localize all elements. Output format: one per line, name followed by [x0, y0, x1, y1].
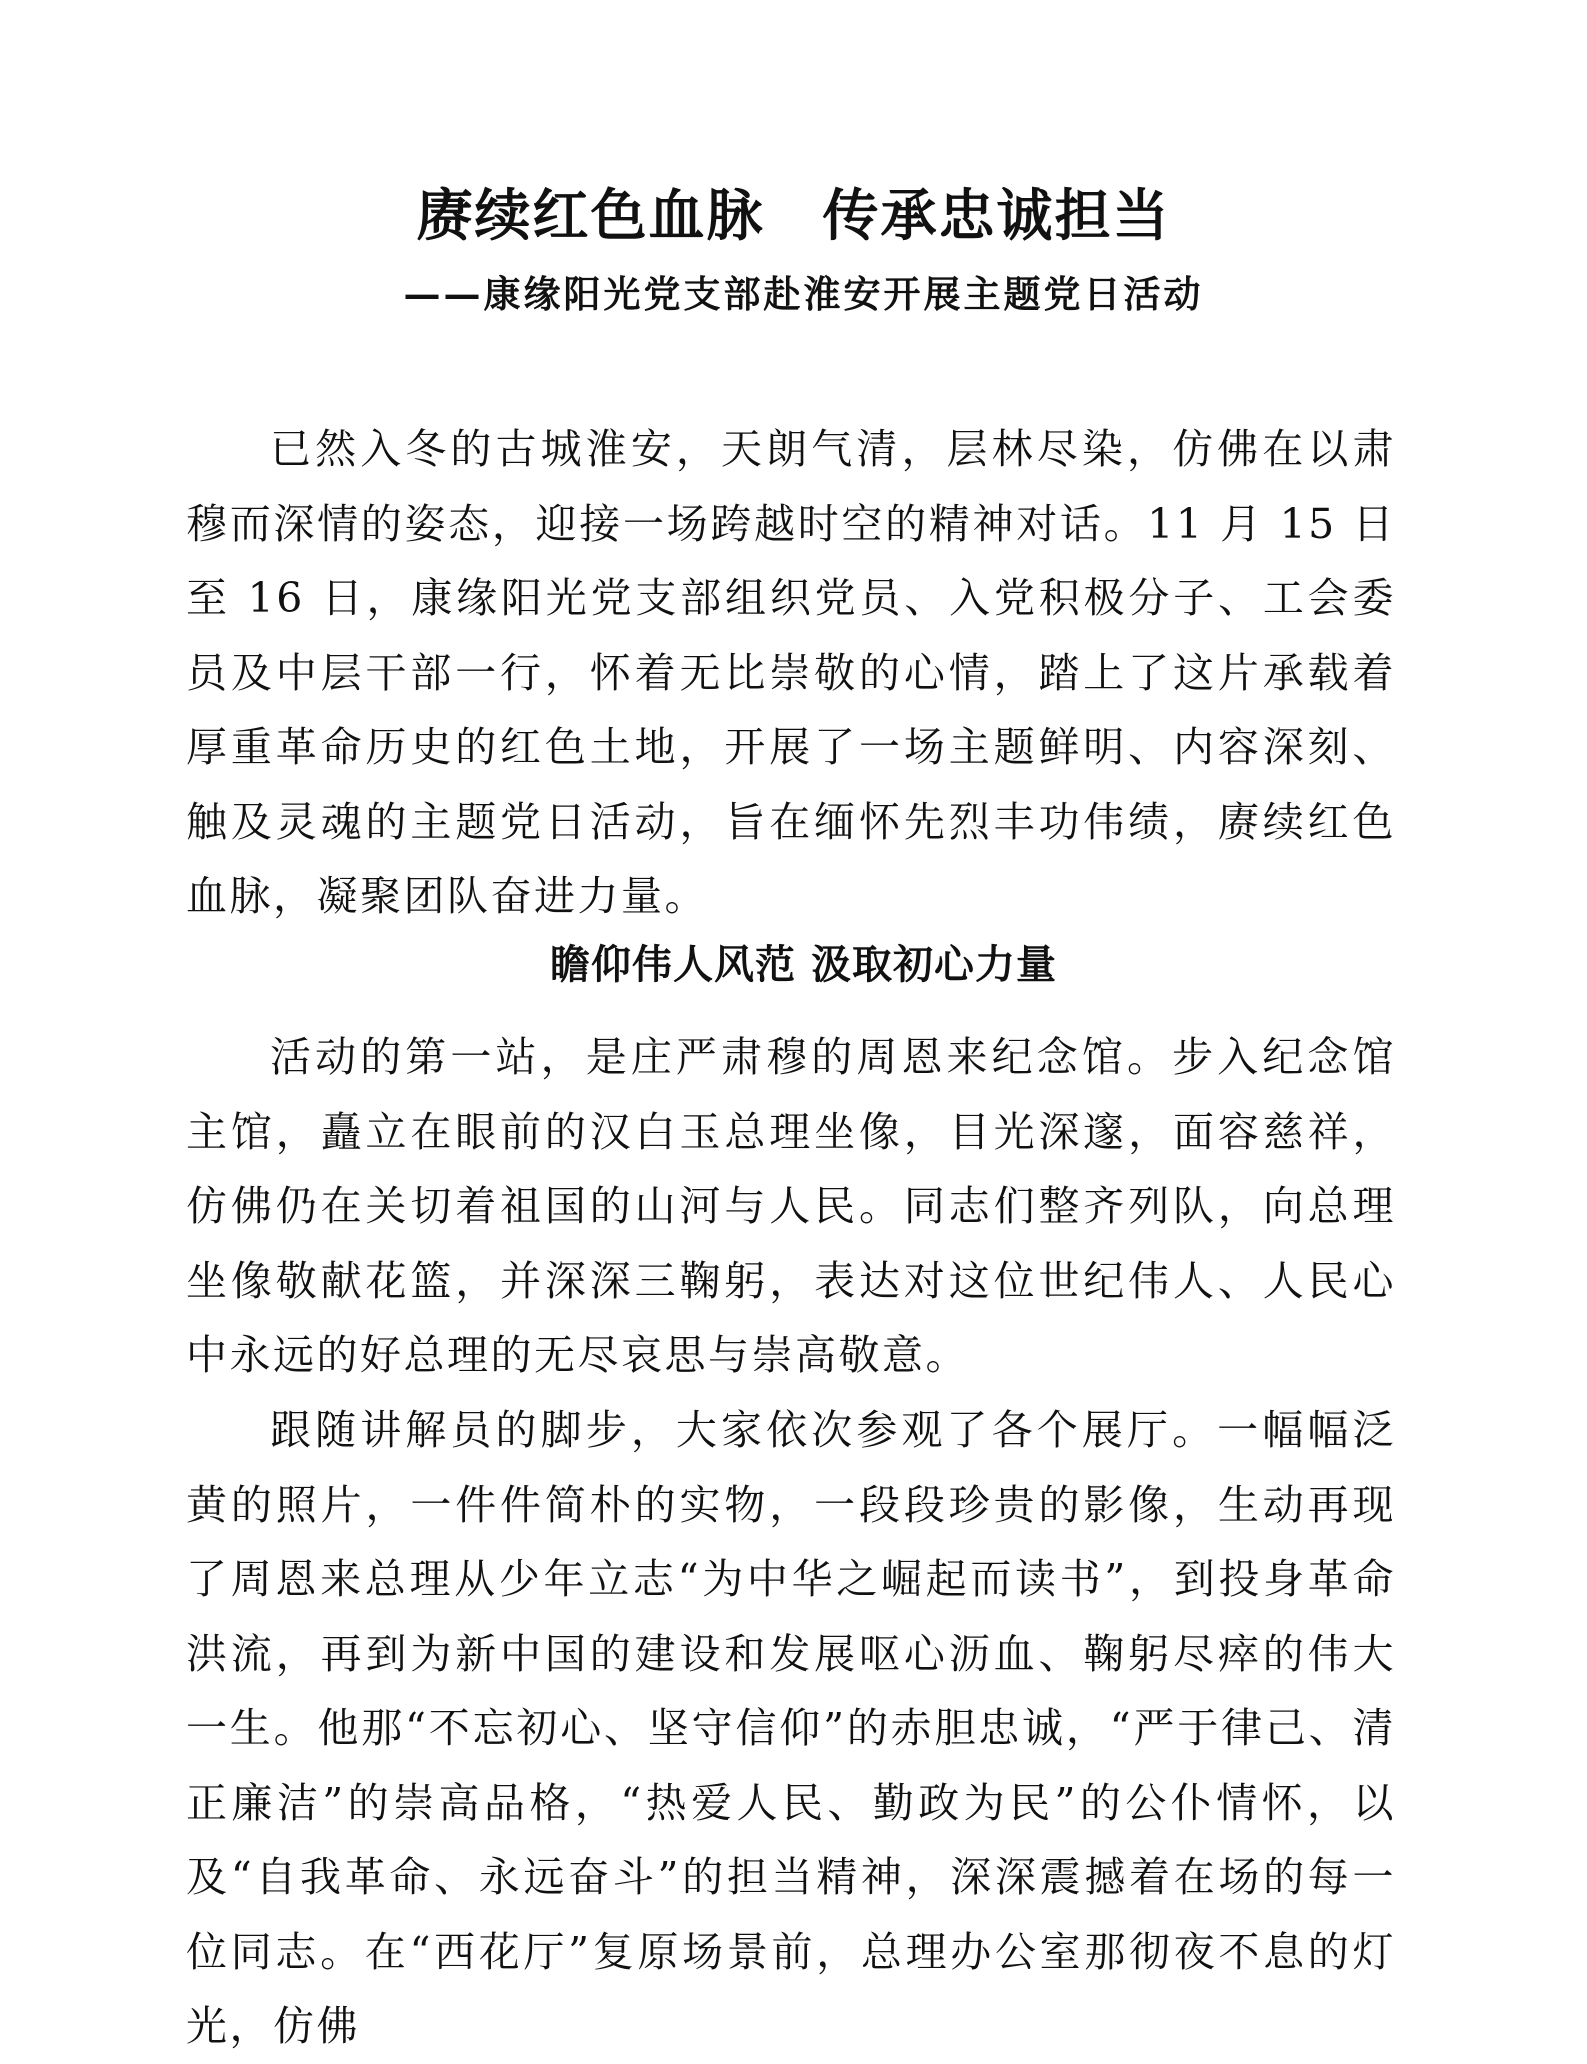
paragraph-memorial-visit: 活动的第一站，是庄严肃穆的周恩来纪念馆。步入纪念馆主馆，矗立在眼前的汉白玉总理坐像，目光深邃，面容慈祥，仿佛仍在关切着祖国的山河与人民。同志们整齐列队，向总理坐像敬献花篮，并深深三鞠躬，表达对这位世纪伟人、人民心中永远的好总理的无尽哀思与崇高敬意。: [186, 1033, 1396, 1379]
section-heading: 瞻仰伟人风范 汲取初心力量: [550, 942, 1057, 988]
article-subtitle: ——康缘阳光党支部赴淮安开展主题党日活动: [403, 272, 1204, 316]
paragraph-intro: 已然入冬的古城淮安，天朗气清，层林尽染，仿佛在以肃穆而深情的姿态，迎接一场跨越时空的精神对话。11 月 15 日至 16 日，康缘阳光党支部组织党员、入党积极分子、工会委员及中层干部一行，怀着无比崇敬的心情，踏上了这片承载着厚重革命历史的红色土地，开展了一场主题鲜明、内容深刻、触及灵魂的主题党日活动，旨在缅怀先烈丰功伟绩，赓续红色血脉，凝聚团队奋进力量。: [186, 425, 1396, 920]
paragraph-exhibition-halls: 跟随讲解员的脚步，大家依次参观了各个展厅。一幅幅泛黄的照片，一件件简朴的实物，一段段珍贵的影像，生动再现了周恩来总理从少年立志“为中华之崛起而读书”，到投身革命洪流，再到为新中国的建设和发展呕心沥血、鞠躬尽瘁的伟大一生。他那“不忘初心、坚守信仰”的赤胆忠诚，“严于律己、清正廉洁”的崇高品格，“热爱人民、勤政为民”的公仆情怀，以及“自我革命、永远奋斗”的担当精神，深深震撼着在场的每一位同志。在“西花厅”复原场景前，总理办公室那彻夜不息的灯光，仿佛: [186, 1406, 1396, 2050]
article-title: 赓续红色血脉 传承忠诚担当: [416, 183, 1171, 249]
